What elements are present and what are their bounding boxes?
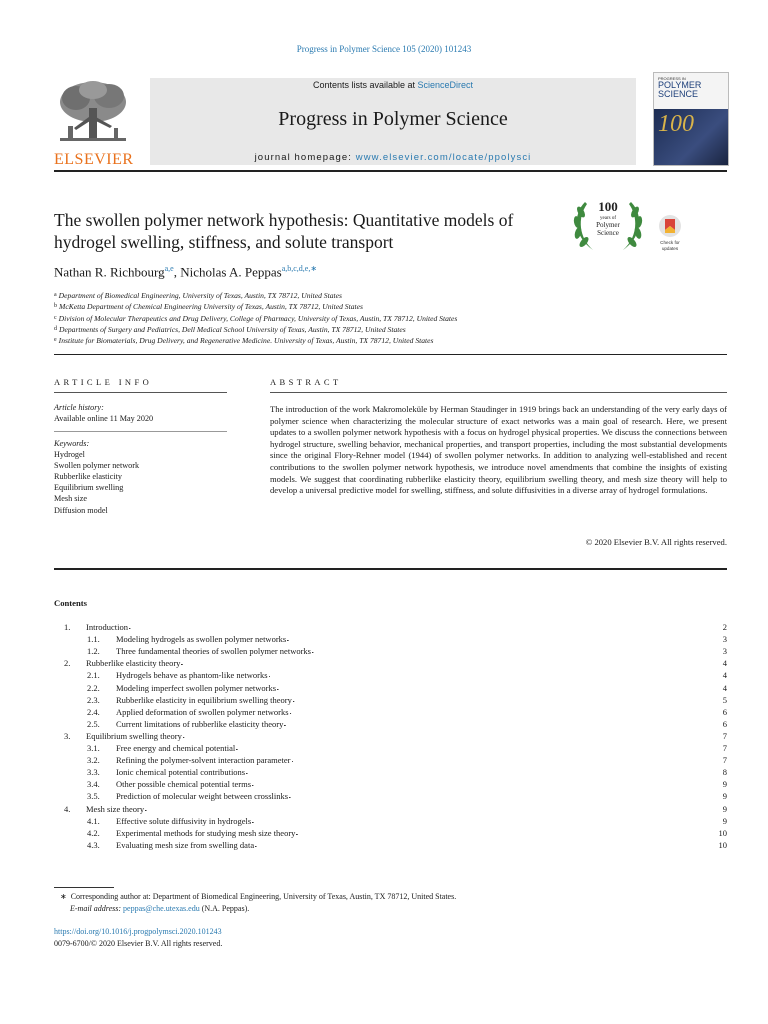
toc-leader-dots <box>145 803 722 815</box>
journal-citation[interactable]: Progress in Polymer Science 105 (2020) 101243 <box>296 44 472 54</box>
toc-entry-number: 1.2. <box>87 646 100 657</box>
toc-entry[interactable] <box>54 718 727 730</box>
toc-leader-dots <box>236 742 721 754</box>
affiliation-list <box>54 290 457 346</box>
toc-entry[interactable] <box>54 681 727 693</box>
abstract-rule <box>270 392 727 393</box>
keyword: Diffusion model <box>54 505 108 515</box>
toc-entry[interactable] <box>54 730 727 742</box>
toc-entry-page[interactable]: 9 <box>722 815 727 826</box>
journal-cover-thumbnail[interactable] <box>653 72 729 166</box>
toc-entry[interactable] <box>54 645 727 657</box>
keyword: Mesh size <box>54 494 87 504</box>
email-suffix: (N.A. Peppas). <box>201 903 250 913</box>
toc-entry-number: 2.4. <box>87 706 100 717</box>
author-list <box>54 264 317 280</box>
toc-entry-title[interactable]: Ionic chemical potential contributions <box>116 767 246 778</box>
toc-entry[interactable] <box>54 815 727 827</box>
toc-entry[interactable] <box>54 742 727 754</box>
wreath-number: 100 <box>598 199 618 214</box>
keyword: Rubberlike elasticity <box>54 472 122 482</box>
sciencedirect-link[interactable]: ScienceDirect <box>417 80 474 90</box>
author-separator: , <box>173 264 181 280</box>
toc-entry-page[interactable]: 2 <box>722 622 727 633</box>
toc-entry-page[interactable]: 4 <box>722 658 727 669</box>
keywords-label: Keywords: <box>54 439 90 448</box>
toc-entry[interactable] <box>54 839 727 851</box>
toc-entry-page[interactable]: 10 <box>718 827 727 838</box>
toc-leader-dots <box>252 815 722 827</box>
affiliation-sup: d <box>54 325 57 332</box>
journal-homepage-line <box>150 152 636 163</box>
toc-entry-page[interactable]: 3 <box>722 646 727 657</box>
cover-small-text: PROGRESS IN <box>658 76 686 81</box>
header-divider <box>54 170 727 172</box>
toc-leader-dots <box>290 706 722 718</box>
toc-entry[interactable] <box>54 669 727 681</box>
crossmark-line2: updates <box>661 246 679 251</box>
toc-entry[interactable] <box>54 633 727 645</box>
corresponding-author-footnote <box>60 891 456 914</box>
keyword: Swollen polymer network <box>54 461 140 471</box>
keywords-rule <box>54 431 227 432</box>
article-history <box>54 403 153 424</box>
journal-title: Progress in Polymer Science <box>278 108 508 130</box>
toc-entry-number: 1. <box>64 622 71 633</box>
toc-entry-title[interactable]: Applied deformation of swollen polymer networks <box>116 706 289 717</box>
toc-entry-title[interactable]: Hydrogels behave as phantom-like networks <box>116 670 268 681</box>
toc-entry-title[interactable]: Mesh size theory <box>86 803 145 814</box>
toc-leader-dots <box>284 718 721 730</box>
toc-entry-page[interactable]: 6 <box>722 706 727 717</box>
wreath-line2: Polymer <box>596 221 620 229</box>
affiliation-item <box>54 324 457 335</box>
toc-entry-title[interactable]: Modeling imperfect swollen polymer networks <box>116 682 277 693</box>
article-info-rule <box>54 392 227 393</box>
elsevier-tree-icon <box>54 78 132 148</box>
elsevier-wordmark: ELSEVIER <box>54 151 134 168</box>
toc-leader-dots <box>287 633 722 645</box>
toc-entry[interactable] <box>54 706 727 718</box>
toc-entry-page[interactable]: 4 <box>722 682 727 693</box>
abstract-text: The introduction of the work Makromoleküle by Herman Staudinger in 1919 brings back an understanding of the very early days of polymer science when characterizing the molecular structure of exact networks was a main goal of research. Here, we present updates to a swollen polymer network hypothesis with a focus on hydrogel physical properties. We discuss the connections between hydrogel structure, swelling behavior, mechanical properties, and transport properties, including the most substantial developments since the original Flory-Rehner model (1944) of swollen polymer networks. In addition to analyzing well-established and recent contributions to the swollen polymer network hypothesis, we introduce novel amendments that combine the insights of existing models. We suggest that coordinating rubberlike elasticity theory, equilibrium swelling theory, and mesh size theory will help to develop a universal predictive model for swelling, stiffness, and solute diffusivities in a diverse array of hydrogel formulations. <box>270 404 727 496</box>
cover-number: 100 <box>658 111 694 137</box>
toc-entry-page[interactable]: 9 <box>722 779 727 790</box>
affiliation-sup: c <box>54 314 57 321</box>
cover-artwork <box>654 109 728 165</box>
toc-entry-page[interactable]: 7 <box>722 743 727 754</box>
toc-entry[interactable] <box>54 766 727 778</box>
toc-entry-number: 3.3. <box>87 767 100 778</box>
issn-line: 0079-6700/© 2020 Elsevier B.V. All rights reserved. <box>54 938 223 948</box>
toc-entry-page[interactable]: 9 <box>722 803 727 814</box>
toc-entry-number: 4.1. <box>87 815 100 826</box>
affiliation-item <box>54 301 457 312</box>
toc-leader-dots <box>252 778 722 790</box>
toc-entry-number: 2.1. <box>87 670 100 681</box>
toc-entry-number: 4.3. <box>87 839 100 850</box>
doi-block <box>54 926 222 949</box>
homepage-prefix: journal homepage: <box>254 152 356 163</box>
toc-entry-number: 3.1. <box>87 743 100 754</box>
elsevier-logo[interactable] <box>54 78 132 166</box>
article-history-label: Article history: <box>54 403 104 412</box>
toc-entry-page[interactable]: 7 <box>722 755 727 766</box>
toc-entry-title[interactable]: Rubberlike elasticity theory <box>86 658 181 669</box>
affiliation-text: Department of Biomedical Engineering, University of Texas, Austin, TX 78712, United States <box>58 291 342 300</box>
affiliation-item <box>54 290 457 301</box>
cover-top <box>654 73 728 109</box>
abstract-divider <box>54 568 727 570</box>
author-name[interactable]: Nicholas A. Peppas <box>180 264 282 280</box>
author-affiliation-sup[interactable]: a,b,c,d,e, <box>281 264 311 273</box>
toc-entry[interactable] <box>54 754 727 766</box>
doi-link[interactable]: https://doi.org/10.1016/j.progpolymsci.2020.101243 <box>54 927 222 936</box>
toc-entry-title[interactable]: Rubberlike elasticity in equilibrium swelling theory <box>116 694 292 705</box>
keyword: Hydrogel <box>54 450 85 460</box>
toc-leader-dots <box>129 621 722 633</box>
toc-entry-title[interactable]: Current limitations of rubberlike elasticity theory <box>116 718 284 729</box>
toc-leader-dots <box>289 790 722 802</box>
article-info-heading: ARTICLE INFO <box>54 377 153 387</box>
toc-entry[interactable] <box>54 621 727 633</box>
toc-entry-title[interactable]: Evaluating mesh size from swelling data <box>116 839 255 850</box>
toc-leader-dots <box>293 694 722 706</box>
toc-entry-number: 3.5. <box>87 791 100 802</box>
toc-entry-title[interactable]: Free energy and chemical potential <box>116 743 236 754</box>
toc-leader-dots <box>183 730 722 742</box>
toc-leader-dots <box>269 669 722 681</box>
contents-heading: Contents <box>54 598 87 608</box>
toc-leader-dots <box>246 766 722 778</box>
footnote-rule <box>54 887 114 888</box>
toc-entry-number: 3.4. <box>87 779 100 790</box>
footnote-line <box>60 891 456 903</box>
wreath-line1: years of <box>600 216 616 221</box>
toc-entry[interactable] <box>54 827 727 839</box>
abstract-heading: ABSTRACT <box>270 377 342 387</box>
footnote-star: ∗ <box>60 892 67 901</box>
keyword: Equilibrium swelling <box>54 483 124 493</box>
footnote-corresponding: Corresponding author at: Department of Biomedical Engineering, University of Texas, Austin, TX 78712, United States. <box>70 892 457 901</box>
email-link[interactable]: peppas@che.utexas.edu <box>123 903 200 913</box>
affiliation-text: McKetta Department of Chemical Engineering University of Texas, Austin, TX 78712, United States <box>59 302 363 312</box>
toc-entry-title[interactable]: Other possible chemical potential terms <box>116 779 252 790</box>
toc-entry-title[interactable]: Modeling hydrogels as swollen polymer networks <box>116 634 287 645</box>
toc-entry[interactable] <box>54 694 727 706</box>
paper-title: The swollen polymer network hypothesis: Quantitative models of hydrogel swelling, stiffness, and solute transport <box>54 210 514 252</box>
toc-leader-dots <box>292 754 722 766</box>
toc-entry-title[interactable]: Prediction of molecular weight between crosslinks <box>116 791 289 802</box>
toc-entry[interactable] <box>54 657 727 669</box>
title-divider <box>54 354 727 355</box>
table-of-contents <box>54 621 727 851</box>
wreath-line3: Science <box>597 229 619 237</box>
toc-entry-number: 2.5. <box>87 718 100 729</box>
affiliation-item <box>54 313 457 324</box>
toc-entry-page[interactable]: 5 <box>722 694 727 705</box>
toc-entry-title[interactable]: Introduction <box>86 622 129 633</box>
toc-entry-page[interactable]: 10 <box>718 839 727 850</box>
toc-entry-number: 4. <box>64 803 71 814</box>
journal-homepage-link[interactable]: www.elsevier.com/locate/ppolysci <box>355 152 532 163</box>
toc-leader-dots <box>181 657 721 669</box>
toc-entry-number: 2.3. <box>87 694 100 705</box>
toc-entry-number: 1.1. <box>87 634 100 645</box>
toc-entry[interactable] <box>54 790 727 802</box>
toc-entry-page[interactable]: 8 <box>722 767 727 778</box>
email-label: E-mail address: <box>70 903 122 913</box>
toc-entry-number: 4.2. <box>87 827 100 838</box>
author-affiliation-sup[interactable]: a,e <box>164 264 174 273</box>
affiliation-sup: e <box>54 337 57 344</box>
affiliation-text: Departments of Surgery and Pediatrics, Dell Medical School University of Texas, Austin, TX 78712, United States <box>59 324 406 334</box>
crossmark-line1: Check for <box>660 240 680 245</box>
abstract-copyright: © 2020 Elsevier B.V. All rights reserved. <box>585 537 727 547</box>
toc-leader-dots <box>312 645 722 657</box>
toc-entry-title[interactable]: Three fundamental theories of swollen polymer networks <box>116 646 311 657</box>
check-for-updates-icon[interactable] <box>655 213 685 253</box>
toc-entry-title[interactable]: Equilibrium swelling theory <box>86 730 182 741</box>
corresponding-author-star[interactable]: ∗ <box>310 264 318 273</box>
affiliation-text: Division of Molecular Therapeutics and Drug Delivery, College of Pharmacy, University of Texas, Austin, TX 78712, United States <box>58 313 458 323</box>
toc-entry-number: 2.2. <box>87 682 100 693</box>
toc-entry-page[interactable]: 4 <box>722 670 727 681</box>
cover-title: POLYMER SCIENCE <box>658 80 702 99</box>
toc-entry-title[interactable]: Experimental methods for studying mesh size theory <box>116 827 296 838</box>
toc-leader-dots <box>277 682 722 694</box>
toc-entry-page[interactable]: 7 <box>722 730 727 741</box>
100-years-wreath-icon <box>565 194 651 256</box>
footnote-email-line <box>60 903 456 915</box>
toc-entry-title[interactable]: Effective solute diffusivity in hydrogels <box>116 815 252 826</box>
contents-available-line <box>150 80 636 90</box>
toc-entry-page[interactable]: 9 <box>722 791 727 802</box>
toc-entry-page[interactable]: 6 <box>722 718 727 729</box>
toc-entry[interactable] <box>54 778 727 790</box>
affiliation-sup: a <box>54 292 57 298</box>
toc-entry-page[interactable]: 3 <box>722 634 727 645</box>
contents-prefix: Contents lists available at <box>312 80 418 90</box>
toc-entry-number: 2. <box>64 658 71 669</box>
toc-entry-number: 3.2. <box>87 755 100 766</box>
affiliation-sup: b <box>54 303 57 310</box>
affiliation-text: Institute for Biomaterials, Drug Delivery, and Regenerative Medicine. University of Texas, Austin, TX 78712, United States <box>58 336 434 346</box>
toc-entry-number: 3. <box>64 730 71 741</box>
toc-entry[interactable] <box>54 802 727 814</box>
toc-entry-title[interactable]: Refining the polymer-solvent interaction parameter <box>116 755 291 766</box>
toc-leader-dots <box>296 827 717 839</box>
affiliation-item <box>54 335 457 346</box>
article-history-value: Available online 11 May 2020 <box>54 413 154 423</box>
keywords-block <box>54 438 139 516</box>
author-name[interactable]: Nathan R. Richbourg <box>54 264 165 280</box>
toc-leader-dots <box>255 839 717 851</box>
